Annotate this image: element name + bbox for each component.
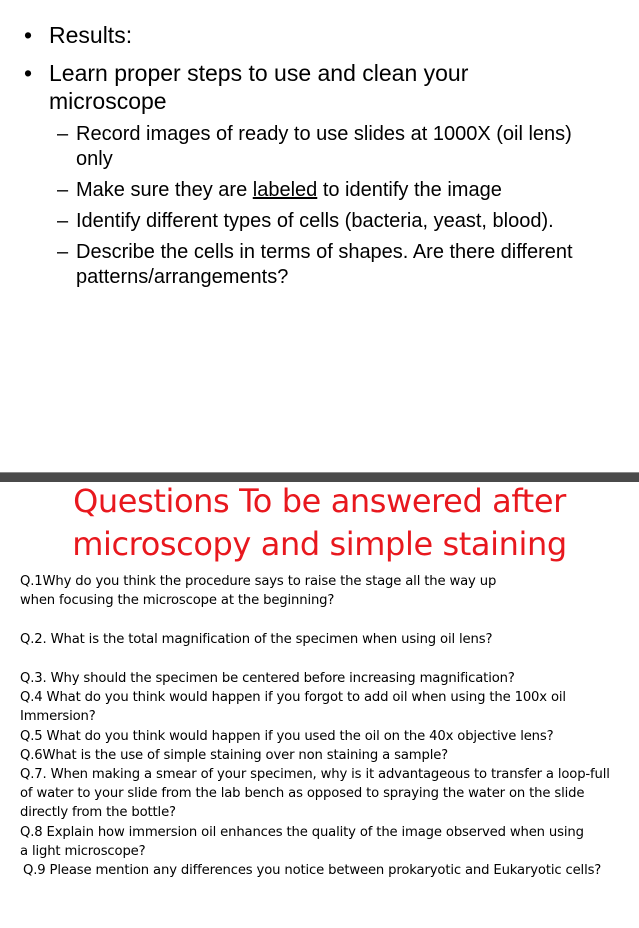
- sub-line: patterns/arrangements?: [76, 266, 289, 288]
- dash-marker: –: [57, 123, 69, 145]
- sub-line: Record images of ready to use slides at 1000X (oil lens): [76, 123, 572, 145]
- question-2: [20, 630, 620, 649]
- questions-title: [0, 480, 639, 566]
- bullet-line: microscope: [49, 88, 167, 114]
- bullet-text: [49, 59, 609, 115]
- question-3: [20, 669, 620, 688]
- bullet-line: Learn proper steps to use and clean your: [49, 60, 469, 86]
- question-line: Q.5 What do you think would happen if you used the oil on the 40x objective lens?: [20, 729, 554, 744]
- question-5: [20, 727, 620, 746]
- question-8: [20, 823, 620, 861]
- question-line: Q.6What is the use of simple staining over non staining a sample?: [20, 748, 449, 763]
- question-line: Q.4 What do you think would happen if you forgot to add oil when using the 100x oil: [20, 690, 566, 705]
- question-4: [20, 688, 620, 726]
- sub-text-after: to identify the image: [317, 179, 502, 201]
- question-line: of water to your slide from the lab bench as opposed to spraying the water on the slide: [20, 786, 585, 801]
- bullet-text: Results:: [49, 22, 133, 48]
- question-9: [23, 861, 623, 880]
- question-line: when focusing the microscope at the beginning?: [20, 593, 335, 608]
- question-line: a light microscope?: [20, 844, 146, 859]
- question-line: Q.7. When making a smear of your specimen, why is it advantageous to transfer a loop-full: [20, 767, 610, 782]
- bullet-dot: •: [24, 60, 33, 86]
- question-line: Immersion?: [20, 709, 96, 724]
- question-line: directly from the bottle?: [20, 805, 176, 820]
- question-6: [20, 746, 620, 765]
- sub-text: Identify different types of cells (bacteria, yeast, blood).: [76, 210, 554, 232]
- bullet-dot: •: [24, 22, 33, 48]
- question-line: Q.2. What is the total magnification of the specimen when using oil lens?: [20, 632, 493, 647]
- question-line: Q.9 Please mention any differences you notice between prokaryotic and Eukaryotic cells?: [23, 863, 602, 878]
- question-7: [20, 765, 620, 822]
- question-line: Q.1Why do you think the procedure says to raise the stage all the way up: [20, 574, 497, 589]
- underlined-word: labeled: [252, 179, 318, 201]
- question-line: Q.8 Explain how immersion oil enhances the quality of the image observed when using: [20, 825, 584, 840]
- dash-marker: –: [57, 241, 69, 263]
- dash-marker: –: [57, 179, 69, 201]
- title-line: microscopy and simple staining: [72, 525, 567, 563]
- title-line: Questions To be answered after: [73, 482, 566, 520]
- sub-line: Describe the cells in terms of shapes. Are there different: [76, 241, 573, 263]
- sub-line: only: [76, 148, 113, 170]
- dash-marker: –: [57, 210, 69, 232]
- sub-text-before: Make sure they are: [76, 179, 253, 201]
- question-1: [20, 572, 620, 610]
- question-line: Q.3. Why should the specimen be centered before increasing magnification?: [20, 671, 515, 686]
